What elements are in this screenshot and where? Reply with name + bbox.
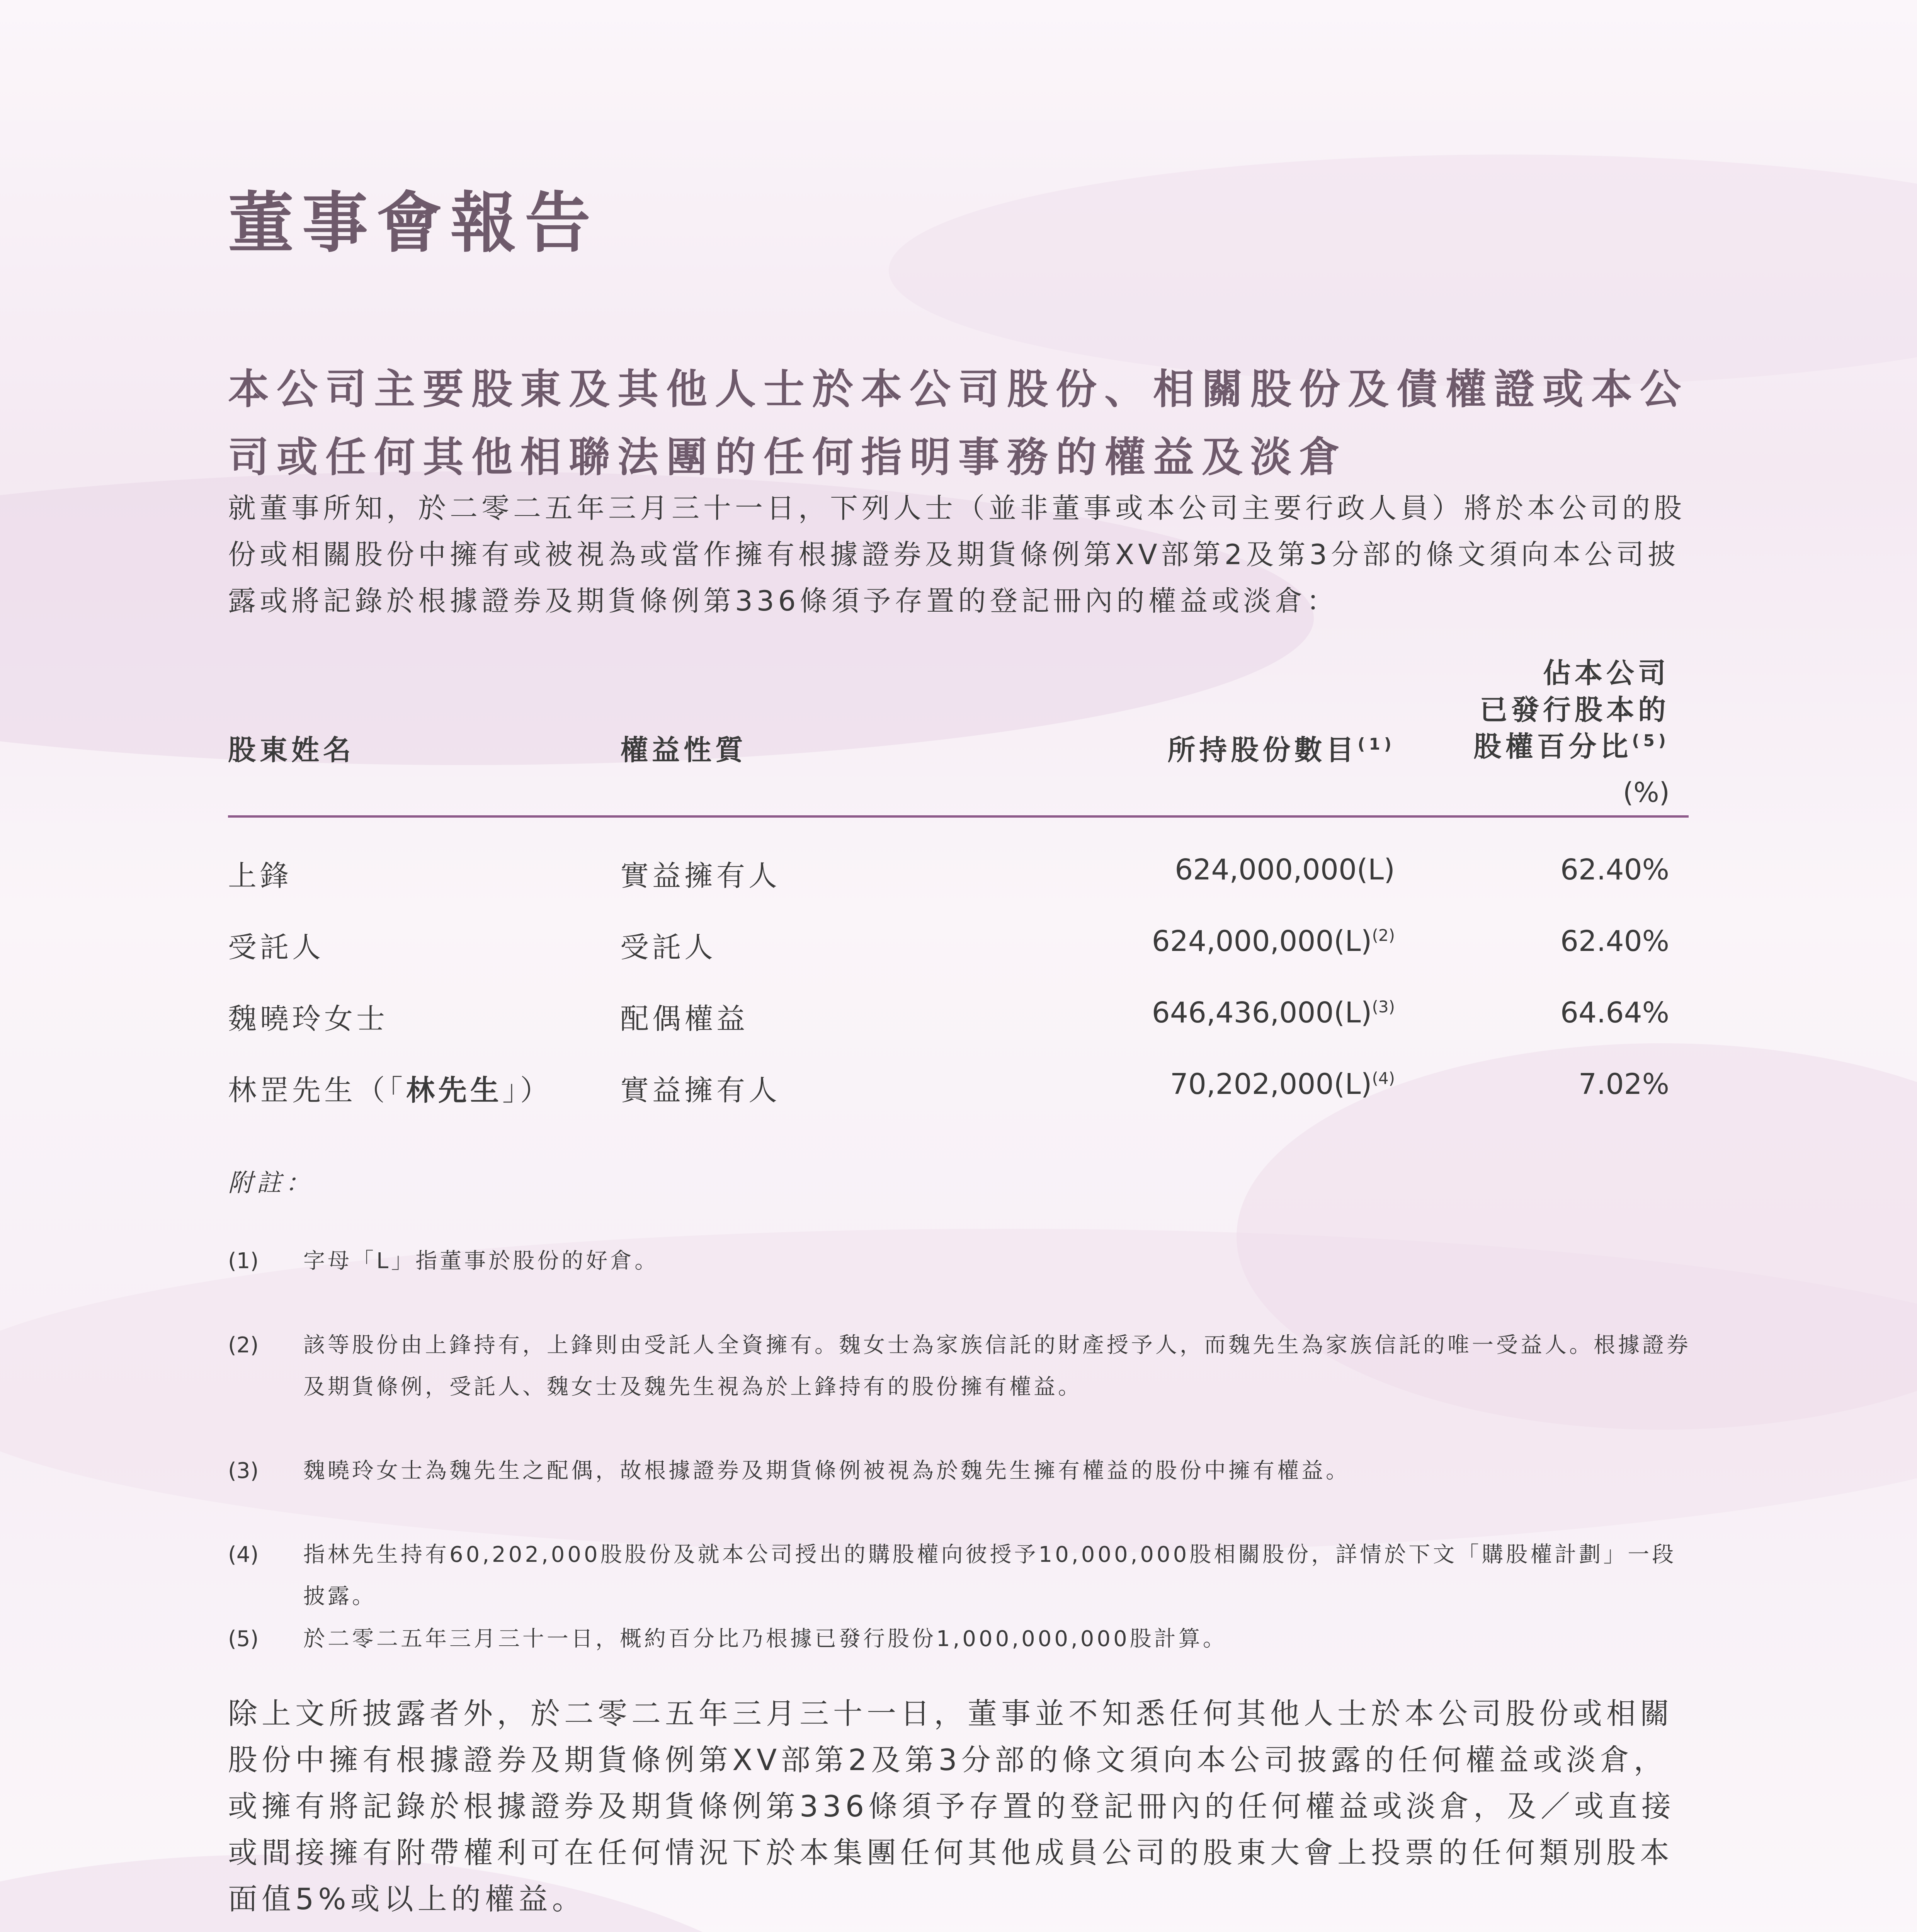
shareholder-name [228,1068,552,1109]
shares-note: (2) [1372,926,1395,945]
shares-held [1170,1068,1395,1101]
interest-nature: 實益擁有人 [620,859,781,893]
note-text: 於二零二五年三月三十一日，概約百分比乃根據已發行股份1,000,000,000股計算。 [303,1626,1227,1651]
shareholder-name: 上鋒 [228,859,292,893]
note-number: (4) [228,1542,259,1567]
shareholding-percentage: 64.64% [1560,996,1669,1029]
header-shares-held [1167,728,1395,768]
shares-note: (4) [1372,1069,1395,1088]
shareholding-percentage: 7.02% [1578,1068,1669,1101]
shares-held [1152,925,1395,958]
interest-nature: 實益擁有人 [620,1074,781,1107]
table-row [228,925,1689,963]
note-text: 字母「L」指董事於股份的好倉。 [303,1248,659,1274]
shares-value: 624,000,000(L) [1152,925,1372,958]
header-pct-line2: 已發行股本的 [1479,694,1670,726]
intro-paragraph: 就董事所知，於二零二五年三月三十一日，下列人士（並非董事或本公司主要行政人員）將於本公司的股份或相關股份中擁有或被視為或當作擁有根據證券及期貨條例第XV部第2及第3分部的條文須向本公司披露或將記錄於根據證券及期貨條例第336條須予存置的登記冊內的權益或淡倉： [228,492,1686,617]
header-interest-nature: 權益性質 [620,734,747,766]
shareholder-name-defined-term: 林先生 [406,1074,502,1107]
note-text: 該等股份由上鋒持有，上鋒則由受託人全資擁有。魏女士為家族信託的財產授予人，而魏先生為家族信託的唯一受益人。根據證券及期貨條例，受託人、魏女士及魏先生視為於上鋒持有的股份擁有權益。 [303,1333,1691,1400]
header-pct-line1: 佔本公司 [1543,657,1670,689]
shareholder-name-prefix: 林罡先生（「 [228,1074,406,1107]
shares-note: (3) [1372,997,1395,1016]
table-row [228,853,1689,892]
shareholding-percentage: 62.40% [1560,853,1669,886]
header-pct-note: (5) [1632,731,1670,750]
note-number: (3) [228,1458,259,1483]
table-row [228,1068,1689,1106]
shareholding-percentage: 62.40% [1560,925,1669,958]
header-shareholder-name: 股東姓名 [228,734,355,766]
interest-nature: 受託人 [620,931,716,964]
note-number: (1) [228,1248,259,1274]
notes-label: 附註： [228,1169,314,1197]
shares-value: 624,000,000(L) [1175,853,1395,886]
table-row [228,996,1689,1035]
shareholder-name-suffix: 」） [502,1074,552,1107]
note-number: (5) [228,1626,259,1651]
interest-nature: 配偶權益 [620,1002,748,1036]
header-pct-unit: (%) [1623,777,1670,808]
header-shares-note: (1) [1357,735,1395,753]
header-pct-line3: 股權百分比 [1473,730,1632,763]
shares-value: 646,436,000(L) [1152,996,1372,1029]
shares-value: 70,202,000(L) [1170,1068,1372,1101]
shares-held [1152,996,1395,1029]
header-percentage [1399,655,1670,765]
shares-held [1175,853,1395,886]
shareholder-name: 受託人 [228,931,324,964]
header-rule [228,815,1689,818]
note-text: 指林先生持有60,202,000股股份及就本公司授出的購股權向彼授予10,000,000股相關股份，詳情於下文「購股權計劃」一段披露。 [303,1542,1677,1609]
section-title: 董事會報告 [228,185,599,262]
note-number: (2) [228,1333,259,1358]
note-text: 魏曉玲女士為魏先生之配偶，故根據證券及期貨條例被視為於魏先生擁有權益的股份中擁有權益。 [303,1458,1350,1483]
section-subheading: 本公司主要股東及其他人士於本公司股份、相關股份及債權證或本公司或任何其他相聯法團的任何指明事務的權益及淡倉 [228,366,1689,481]
closing-paragraph: 除上文所披露者外，於二零二五年三月三十一日，董事並不知悉任何其他人士於本公司股份或相關股份中擁有根據證券及期貨條例第XV部第2及第3分部的條文須向本公司披露的任何權益或淡倉，或擁有將記錄於根據證券及期貨條例第336條須予存置的登記冊內的任何權益或淡倉，及／或直接或間接擁有附帶權利可在任何情況下於本集團任何其他成員公司的股東大會上投票的任何類別股本面值5%或以上的權益。 [228,1696,1675,1916]
header-shares-label: 所持股份數目 [1167,734,1358,766]
shareholder-name: 魏曉玲女士 [228,1002,388,1036]
